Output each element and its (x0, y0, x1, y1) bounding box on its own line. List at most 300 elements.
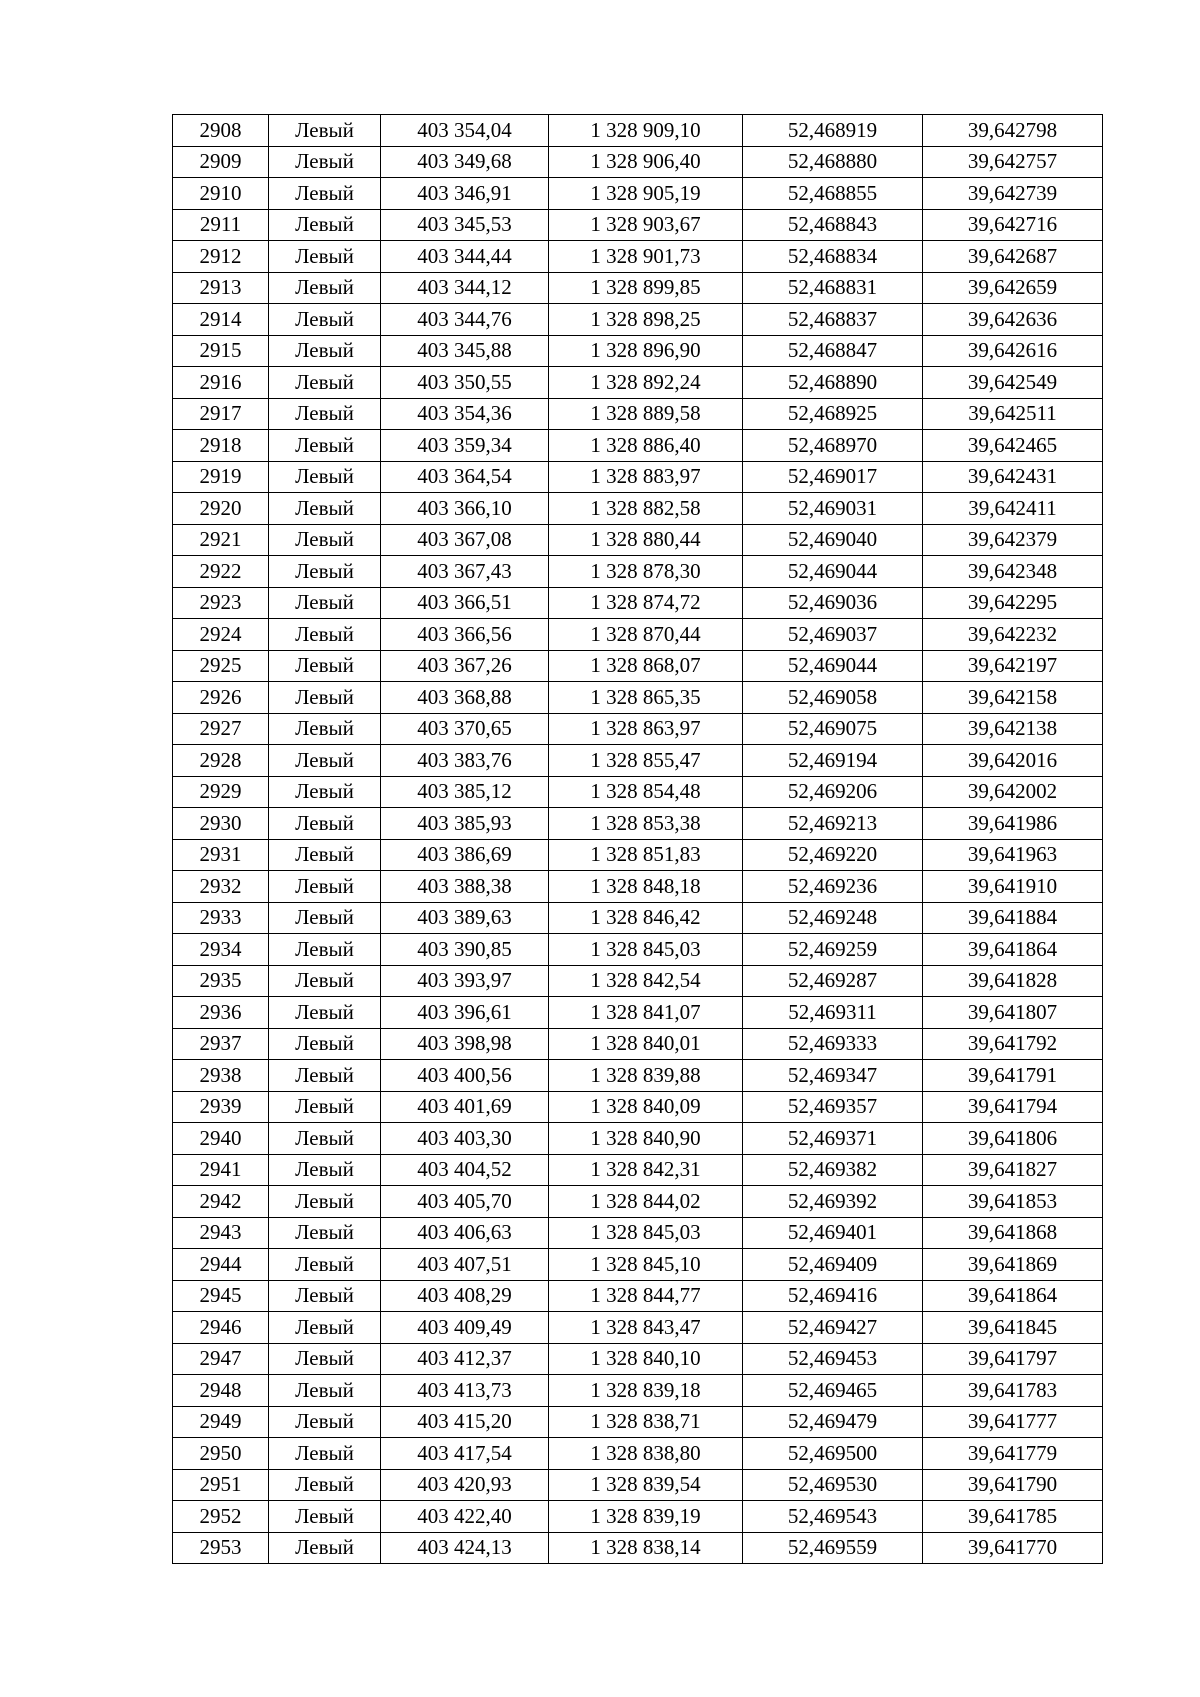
latitude-cell: 52,468847 (743, 335, 923, 367)
latitude-cell: 52,469500 (743, 1438, 923, 1470)
table-row (173, 1406, 1103, 1438)
table-row (173, 745, 1103, 777)
side-cell: Левый (269, 1343, 381, 1375)
point-number-cell: 2938 (173, 1060, 269, 1092)
latitude-cell: 52,468834 (743, 241, 923, 273)
table-row (173, 1280, 1103, 1312)
side-cell: Левый (269, 776, 381, 808)
latitude-cell: 52,469357 (743, 1091, 923, 1123)
table-row (173, 304, 1103, 336)
y-coordinate-cell: 1 328 905,19 (549, 178, 743, 210)
side-cell: Левый (269, 1123, 381, 1155)
latitude-cell: 52,469259 (743, 934, 923, 966)
side-cell: Левый (269, 272, 381, 304)
latitude-cell: 52,469017 (743, 461, 923, 493)
x-coordinate-cell: 403 393,97 (381, 965, 549, 997)
y-coordinate-cell: 1 328 868,07 (549, 650, 743, 682)
x-coordinate-cell: 403 359,34 (381, 430, 549, 462)
y-coordinate-cell: 1 328 901,73 (549, 241, 743, 273)
side-cell: Левый (269, 1438, 381, 1470)
table-row (173, 1532, 1103, 1564)
side-cell: Левый (269, 713, 381, 745)
x-coordinate-cell: 403 403,30 (381, 1123, 549, 1155)
point-number-cell: 2918 (173, 430, 269, 462)
longitude-cell: 39,641807 (923, 997, 1103, 1029)
longitude-cell: 39,642616 (923, 335, 1103, 367)
longitude-cell: 39,641777 (923, 1406, 1103, 1438)
side-cell: Левый (269, 808, 381, 840)
y-coordinate-cell: 1 328 896,90 (549, 335, 743, 367)
y-coordinate-cell: 1 328 865,35 (549, 682, 743, 714)
table-row (173, 241, 1103, 273)
y-coordinate-cell: 1 328 854,48 (549, 776, 743, 808)
longitude-cell: 39,642197 (923, 650, 1103, 682)
latitude-cell: 52,469427 (743, 1312, 923, 1344)
y-coordinate-cell: 1 328 851,83 (549, 839, 743, 871)
longitude-cell: 39,641864 (923, 1280, 1103, 1312)
table-row (173, 272, 1103, 304)
side-cell: Левый (269, 241, 381, 273)
x-coordinate-cell: 403 349,68 (381, 146, 549, 178)
x-coordinate-cell: 403 389,63 (381, 902, 549, 934)
y-coordinate-cell: 1 328 840,01 (549, 1028, 743, 1060)
longitude-cell: 39,641884 (923, 902, 1103, 934)
x-coordinate-cell: 403 344,76 (381, 304, 549, 336)
x-coordinate-cell: 403 398,98 (381, 1028, 549, 1060)
latitude-cell: 52,469401 (743, 1217, 923, 1249)
point-number-cell: 2925 (173, 650, 269, 682)
y-coordinate-cell: 1 328 844,77 (549, 1280, 743, 1312)
longitude-cell: 39,641986 (923, 808, 1103, 840)
point-number-cell: 2921 (173, 524, 269, 556)
longitude-cell: 39,642659 (923, 272, 1103, 304)
point-number-cell: 2936 (173, 997, 269, 1029)
longitude-cell: 39,642431 (923, 461, 1103, 493)
latitude-cell: 52,468970 (743, 430, 923, 462)
table-row (173, 1028, 1103, 1060)
latitude-cell: 52,469347 (743, 1060, 923, 1092)
x-coordinate-cell: 403 401,69 (381, 1091, 549, 1123)
side-cell: Левый (269, 304, 381, 336)
side-cell: Левый (269, 1280, 381, 1312)
x-coordinate-cell: 403 366,56 (381, 619, 549, 651)
y-coordinate-cell: 1 328 840,10 (549, 1343, 743, 1375)
point-number-cell: 2922 (173, 556, 269, 588)
y-coordinate-cell: 1 328 845,10 (549, 1249, 743, 1281)
latitude-cell: 52,469333 (743, 1028, 923, 1060)
x-coordinate-cell: 403 408,29 (381, 1280, 549, 1312)
point-number-cell: 2908 (173, 115, 269, 147)
y-coordinate-cell: 1 328 863,97 (549, 713, 743, 745)
side-cell: Левый (269, 367, 381, 399)
longitude-cell: 39,641797 (923, 1343, 1103, 1375)
latitude-cell: 52,469044 (743, 556, 923, 588)
longitude-cell: 39,641792 (923, 1028, 1103, 1060)
point-number-cell: 2912 (173, 241, 269, 273)
table-row (173, 1060, 1103, 1092)
point-number-cell: 2928 (173, 745, 269, 777)
point-number-cell: 2952 (173, 1501, 269, 1533)
side-cell: Левый (269, 682, 381, 714)
table-row (173, 902, 1103, 934)
y-coordinate-cell: 1 328 839,19 (549, 1501, 743, 1533)
x-coordinate-cell: 403 385,12 (381, 776, 549, 808)
table-row (173, 650, 1103, 682)
longitude-cell: 39,641845 (923, 1312, 1103, 1344)
side-cell: Левый (269, 934, 381, 966)
longitude-cell: 39,641963 (923, 839, 1103, 871)
point-number-cell: 2911 (173, 209, 269, 241)
point-number-cell: 2947 (173, 1343, 269, 1375)
longitude-cell: 39,641910 (923, 871, 1103, 903)
y-coordinate-cell: 1 328 878,30 (549, 556, 743, 588)
table-row (173, 1375, 1103, 1407)
longitude-cell: 39,641853 (923, 1186, 1103, 1218)
y-coordinate-cell: 1 328 838,80 (549, 1438, 743, 1470)
latitude-cell: 52,468843 (743, 209, 923, 241)
longitude-cell: 39,641869 (923, 1249, 1103, 1281)
point-number-cell: 2914 (173, 304, 269, 336)
y-coordinate-cell: 1 328 840,09 (549, 1091, 743, 1123)
y-coordinate-cell: 1 328 883,97 (549, 461, 743, 493)
y-coordinate-cell: 1 328 870,44 (549, 619, 743, 651)
side-cell: Левый (269, 146, 381, 178)
x-coordinate-cell: 403 368,88 (381, 682, 549, 714)
x-coordinate-cell: 403 367,08 (381, 524, 549, 556)
x-coordinate-cell: 403 422,40 (381, 1501, 549, 1533)
table-row (173, 524, 1103, 556)
side-cell: Левый (269, 619, 381, 651)
latitude-cell: 52,469194 (743, 745, 923, 777)
point-number-cell: 2939 (173, 1091, 269, 1123)
coordinates-table (172, 114, 1103, 1564)
table-row (173, 398, 1103, 430)
point-number-cell: 2930 (173, 808, 269, 840)
x-coordinate-cell: 403 364,54 (381, 461, 549, 493)
longitude-cell: 39,642232 (923, 619, 1103, 651)
x-coordinate-cell: 403 366,10 (381, 493, 549, 525)
y-coordinate-cell: 1 328 880,44 (549, 524, 743, 556)
y-coordinate-cell: 1 328 886,40 (549, 430, 743, 462)
longitude-cell: 39,642739 (923, 178, 1103, 210)
y-coordinate-cell: 1 328 839,88 (549, 1060, 743, 1092)
table-row (173, 871, 1103, 903)
x-coordinate-cell: 403 412,37 (381, 1343, 549, 1375)
x-coordinate-cell: 403 396,61 (381, 997, 549, 1029)
latitude-cell: 52,468880 (743, 146, 923, 178)
longitude-cell: 39,642379 (923, 524, 1103, 556)
point-number-cell: 2953 (173, 1532, 269, 1564)
x-coordinate-cell: 403 406,63 (381, 1217, 549, 1249)
side-cell: Левый (269, 839, 381, 871)
table-row (173, 115, 1103, 147)
x-coordinate-cell: 403 354,04 (381, 115, 549, 147)
y-coordinate-cell: 1 328 889,58 (549, 398, 743, 430)
table-row (173, 839, 1103, 871)
side-cell: Левый (269, 115, 381, 147)
point-number-cell: 2940 (173, 1123, 269, 1155)
x-coordinate-cell: 403 367,26 (381, 650, 549, 682)
longitude-cell: 39,641770 (923, 1532, 1103, 1564)
longitude-cell: 39,641783 (923, 1375, 1103, 1407)
table-row (173, 1186, 1103, 1218)
x-coordinate-cell: 403 413,73 (381, 1375, 549, 1407)
side-cell: Левый (269, 1469, 381, 1501)
x-coordinate-cell: 403 346,91 (381, 178, 549, 210)
side-cell: Левый (269, 556, 381, 588)
latitude-cell: 52,469311 (743, 997, 923, 1029)
side-cell: Левый (269, 461, 381, 493)
latitude-cell: 52,468831 (743, 272, 923, 304)
point-number-cell: 2915 (173, 335, 269, 367)
side-cell: Левый (269, 1060, 381, 1092)
y-coordinate-cell: 1 328 906,40 (549, 146, 743, 178)
y-coordinate-cell: 1 328 844,02 (549, 1186, 743, 1218)
side-cell: Левый (269, 965, 381, 997)
latitude-cell: 52,469479 (743, 1406, 923, 1438)
longitude-cell: 39,642411 (923, 493, 1103, 525)
x-coordinate-cell: 403 415,20 (381, 1406, 549, 1438)
table-row (173, 178, 1103, 210)
table-row (173, 682, 1103, 714)
side-cell: Левый (269, 398, 381, 430)
y-coordinate-cell: 1 328 845,03 (549, 934, 743, 966)
table-row (173, 934, 1103, 966)
table-row (173, 367, 1103, 399)
latitude-cell: 52,469058 (743, 682, 923, 714)
side-cell: Левый (269, 1406, 381, 1438)
table-row (173, 619, 1103, 651)
x-coordinate-cell: 403 345,88 (381, 335, 549, 367)
longitude-cell: 39,642002 (923, 776, 1103, 808)
side-cell: Левый (269, 650, 381, 682)
side-cell: Левый (269, 1091, 381, 1123)
table-row (173, 776, 1103, 808)
latitude-cell: 52,469371 (743, 1123, 923, 1155)
x-coordinate-cell: 403 366,51 (381, 587, 549, 619)
point-number-cell: 2942 (173, 1186, 269, 1218)
latitude-cell: 52,468890 (743, 367, 923, 399)
point-number-cell: 2945 (173, 1280, 269, 1312)
table-row (173, 335, 1103, 367)
latitude-cell: 52,468837 (743, 304, 923, 336)
y-coordinate-cell: 1 328 903,67 (549, 209, 743, 241)
y-coordinate-cell: 1 328 839,54 (549, 1469, 743, 1501)
x-coordinate-cell: 403 383,76 (381, 745, 549, 777)
latitude-cell: 52,469037 (743, 619, 923, 651)
y-coordinate-cell: 1 328 845,03 (549, 1217, 743, 1249)
x-coordinate-cell: 403 407,51 (381, 1249, 549, 1281)
latitude-cell: 52,469036 (743, 587, 923, 619)
point-number-cell: 2937 (173, 1028, 269, 1060)
latitude-cell: 52,469031 (743, 493, 923, 525)
latitude-cell: 52,469465 (743, 1375, 923, 1407)
point-number-cell: 2944 (173, 1249, 269, 1281)
point-number-cell: 2920 (173, 493, 269, 525)
table-row (173, 1091, 1103, 1123)
y-coordinate-cell: 1 328 909,10 (549, 115, 743, 147)
point-number-cell: 2926 (173, 682, 269, 714)
longitude-cell: 39,642549 (923, 367, 1103, 399)
x-coordinate-cell: 403 350,55 (381, 367, 549, 399)
y-coordinate-cell: 1 328 843,47 (549, 1312, 743, 1344)
x-coordinate-cell: 403 345,53 (381, 209, 549, 241)
side-cell: Левый (269, 1186, 381, 1218)
latitude-cell: 52,469453 (743, 1343, 923, 1375)
longitude-cell: 39,641791 (923, 1060, 1103, 1092)
longitude-cell: 39,642687 (923, 241, 1103, 273)
y-coordinate-cell: 1 328 840,90 (549, 1123, 743, 1155)
x-coordinate-cell: 403 409,49 (381, 1312, 549, 1344)
x-coordinate-cell: 403 367,43 (381, 556, 549, 588)
x-coordinate-cell: 403 344,12 (381, 272, 549, 304)
y-coordinate-cell: 1 328 874,72 (549, 587, 743, 619)
side-cell: Левый (269, 430, 381, 462)
side-cell: Левый (269, 524, 381, 556)
y-coordinate-cell: 1 328 846,42 (549, 902, 743, 934)
latitude-cell: 52,469559 (743, 1532, 923, 1564)
y-coordinate-cell: 1 328 899,85 (549, 272, 743, 304)
side-cell: Левый (269, 871, 381, 903)
latitude-cell: 52,469382 (743, 1154, 923, 1186)
x-coordinate-cell: 403 388,38 (381, 871, 549, 903)
latitude-cell: 52,468919 (743, 115, 923, 147)
latitude-cell: 52,469213 (743, 808, 923, 840)
x-coordinate-cell: 403 404,52 (381, 1154, 549, 1186)
point-number-cell: 2929 (173, 776, 269, 808)
coordinates-table-body (173, 115, 1103, 1564)
latitude-cell: 52,469044 (743, 650, 923, 682)
table-row (173, 146, 1103, 178)
x-coordinate-cell: 403 390,85 (381, 934, 549, 966)
longitude-cell: 39,642158 (923, 682, 1103, 714)
longitude-cell: 39,641785 (923, 1501, 1103, 1533)
point-number-cell: 2923 (173, 587, 269, 619)
y-coordinate-cell: 1 328 842,31 (549, 1154, 743, 1186)
table-row (173, 1469, 1103, 1501)
x-coordinate-cell: 403 405,70 (381, 1186, 549, 1218)
point-number-cell: 2949 (173, 1406, 269, 1438)
x-coordinate-cell: 403 400,56 (381, 1060, 549, 1092)
table-row (173, 1343, 1103, 1375)
longitude-cell: 39,642511 (923, 398, 1103, 430)
table-row (173, 1312, 1103, 1344)
x-coordinate-cell: 403 424,13 (381, 1532, 549, 1564)
point-number-cell: 2932 (173, 871, 269, 903)
longitude-cell: 39,641828 (923, 965, 1103, 997)
latitude-cell: 52,469220 (743, 839, 923, 871)
point-number-cell: 2924 (173, 619, 269, 651)
side-cell: Левый (269, 1312, 381, 1344)
longitude-cell: 39,641806 (923, 1123, 1103, 1155)
longitude-cell: 39,641827 (923, 1154, 1103, 1186)
table-row (173, 1123, 1103, 1155)
y-coordinate-cell: 1 328 855,47 (549, 745, 743, 777)
y-coordinate-cell: 1 328 882,58 (549, 493, 743, 525)
point-number-cell: 2909 (173, 146, 269, 178)
table-row (173, 1501, 1103, 1533)
table-row (173, 587, 1103, 619)
longitude-cell: 39,642295 (923, 587, 1103, 619)
table-row (173, 209, 1103, 241)
point-number-cell: 2934 (173, 934, 269, 966)
side-cell: Левый (269, 1375, 381, 1407)
table-row (173, 430, 1103, 462)
x-coordinate-cell: 403 417,54 (381, 1438, 549, 1470)
longitude-cell: 39,642016 (923, 745, 1103, 777)
point-number-cell: 2913 (173, 272, 269, 304)
longitude-cell: 39,641794 (923, 1091, 1103, 1123)
side-cell: Левый (269, 335, 381, 367)
latitude-cell: 52,469409 (743, 1249, 923, 1281)
side-cell: Левый (269, 1532, 381, 1564)
longitude-cell: 39,642757 (923, 146, 1103, 178)
latitude-cell: 52,469248 (743, 902, 923, 934)
latitude-cell: 52,469040 (743, 524, 923, 556)
side-cell: Левый (269, 1028, 381, 1060)
table-row (173, 1249, 1103, 1281)
side-cell: Левый (269, 745, 381, 777)
longitude-cell: 39,642138 (923, 713, 1103, 745)
point-number-cell: 2931 (173, 839, 269, 871)
x-coordinate-cell: 403 370,65 (381, 713, 549, 745)
longitude-cell: 39,642798 (923, 115, 1103, 147)
y-coordinate-cell: 1 328 839,18 (549, 1375, 743, 1407)
longitude-cell: 39,641864 (923, 934, 1103, 966)
x-coordinate-cell: 403 354,36 (381, 398, 549, 430)
point-number-cell: 2946 (173, 1312, 269, 1344)
side-cell: Левый (269, 178, 381, 210)
side-cell: Левый (269, 493, 381, 525)
x-coordinate-cell: 403 385,93 (381, 808, 549, 840)
table-row (173, 808, 1103, 840)
table-row (173, 556, 1103, 588)
side-cell: Левый (269, 1249, 381, 1281)
latitude-cell: 52,469287 (743, 965, 923, 997)
side-cell: Левый (269, 902, 381, 934)
longitude-cell: 39,642636 (923, 304, 1103, 336)
point-number-cell: 2917 (173, 398, 269, 430)
side-cell: Левый (269, 1217, 381, 1249)
side-cell: Левый (269, 997, 381, 1029)
table-row (173, 1217, 1103, 1249)
y-coordinate-cell: 1 328 842,54 (549, 965, 743, 997)
longitude-cell: 39,641790 (923, 1469, 1103, 1501)
y-coordinate-cell: 1 328 898,25 (549, 304, 743, 336)
side-cell: Левый (269, 1154, 381, 1186)
point-number-cell: 2951 (173, 1469, 269, 1501)
point-number-cell: 2950 (173, 1438, 269, 1470)
longitude-cell: 39,642348 (923, 556, 1103, 588)
side-cell: Левый (269, 587, 381, 619)
side-cell: Левый (269, 209, 381, 241)
table-row (173, 493, 1103, 525)
latitude-cell: 52,469416 (743, 1280, 923, 1312)
y-coordinate-cell: 1 328 841,07 (549, 997, 743, 1029)
point-number-cell: 2927 (173, 713, 269, 745)
latitude-cell: 52,469236 (743, 871, 923, 903)
table-row (173, 461, 1103, 493)
x-coordinate-cell: 403 344,44 (381, 241, 549, 273)
y-coordinate-cell: 1 328 838,71 (549, 1406, 743, 1438)
x-coordinate-cell: 403 386,69 (381, 839, 549, 871)
y-coordinate-cell: 1 328 838,14 (549, 1532, 743, 1564)
side-cell: Левый (269, 1501, 381, 1533)
latitude-cell: 52,469206 (743, 776, 923, 808)
table-row (173, 713, 1103, 745)
point-number-cell: 2935 (173, 965, 269, 997)
table-row (173, 1438, 1103, 1470)
